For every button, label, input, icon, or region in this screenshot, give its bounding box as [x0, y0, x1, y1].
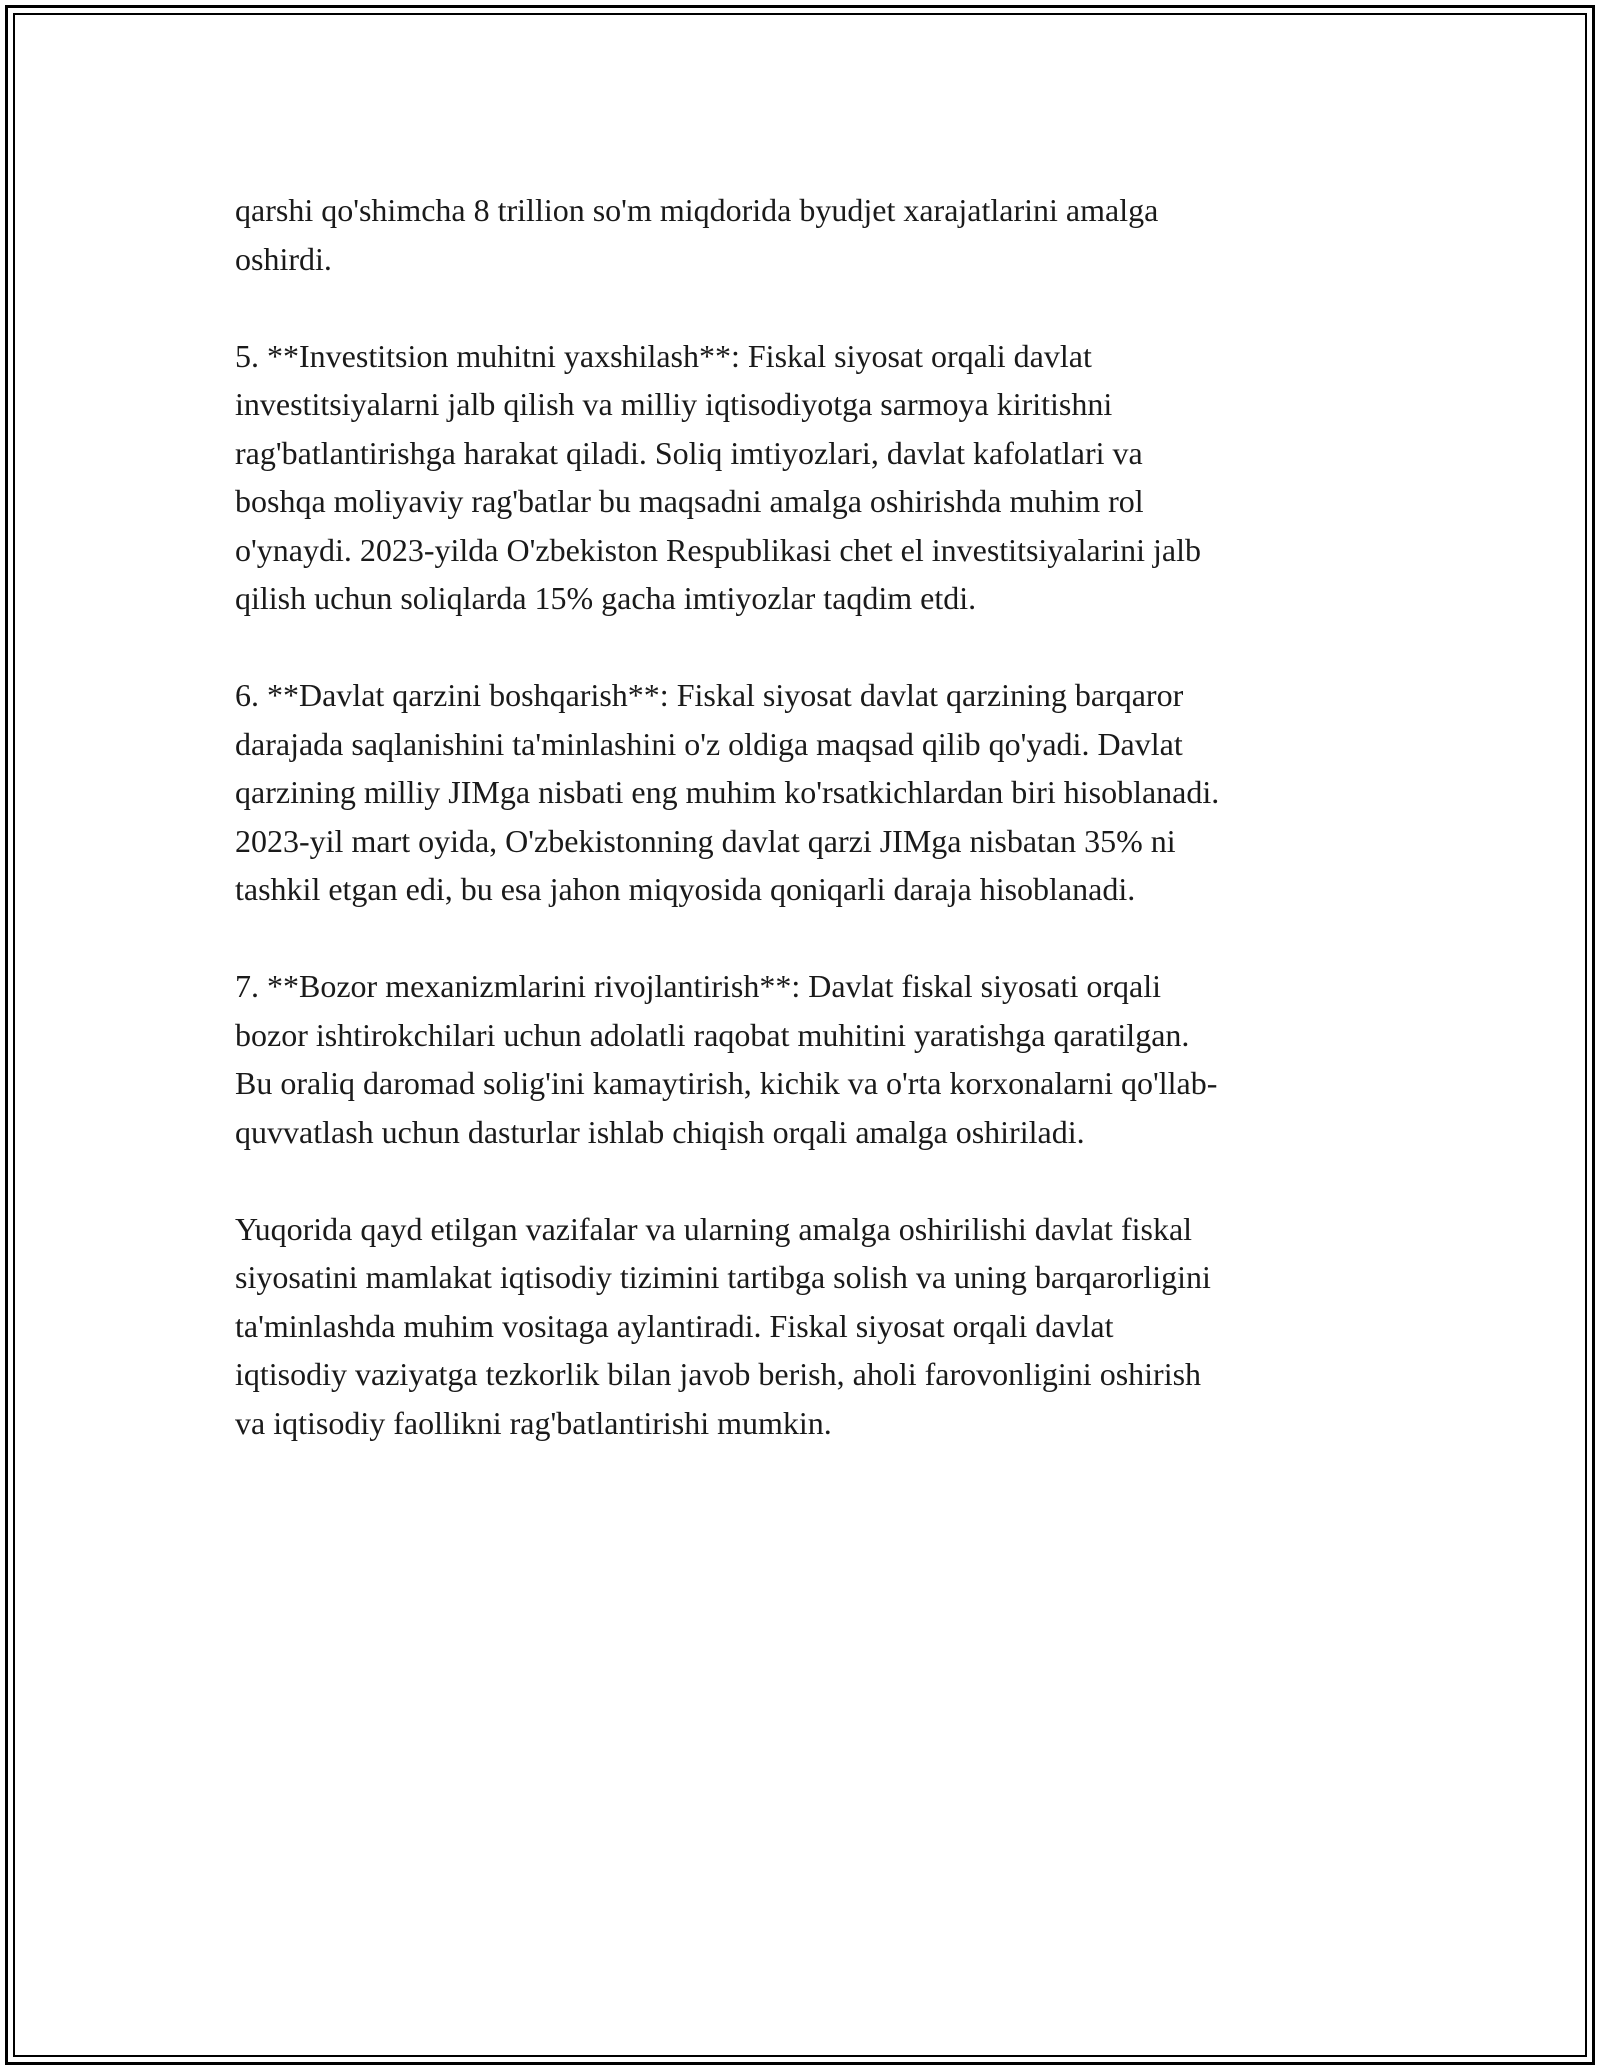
text-line: Bu oraliq daromad solig'ini kamaytirish, kichik va o'rta korxonalarni qo'llab- [235, 1065, 1218, 1101]
text-line: qarshi qo'shimcha 8 trillion so'm miqdorida byudjet xarajatlarini amalga [235, 192, 1159, 228]
document-body [235, 186, 1385, 1496]
text-line: qarzining milliy JIMga nisbati eng muhim ko'rsatkichlardan biri hisoblanadi. [235, 774, 1220, 810]
text-line: qilish uchun soliqlarda 15% gacha imtiyozlar taqdim etdi. [235, 580, 977, 616]
text-line: o'ynaydi. 2023-yilda O'zbekiston Respublikasi chet el investitsiyalarini jalb [235, 531, 1202, 568]
text-line: quvvatlash uchun dasturlar ishlab chiqish orqali amalga oshiriladi. [235, 1113, 1085, 1150]
text-line: Yuqorida qayd etilgan vazifalar va ularning amalga oshirilishi davlat fiskal [235, 1210, 1193, 1247]
text-line: tashkil etgan edi, bu esa jahon miqyosida qoniqarli daraja hisoblanadi. [235, 871, 1136, 907]
text-line: investitsiyalarni jalb qilish va milliy iqtisodiyotga sarmoya kiritishni [235, 386, 1113, 422]
text-line: 7. **Bozor mexanizmlarini rivojlantirish**: Davlat fiskal siyosati orqali [235, 968, 1162, 1004]
text-line: boshqa moliyaviy rag'batlar bu maqsadni amalga oshirishda muhim rol [235, 483, 1144, 519]
paragraph-continuation [235, 186, 1385, 283]
text-line: bozor ishtirokchilari uchun adolatli raqobat muhitini yaratishga qaratilgan. [235, 1016, 1190, 1053]
text-line: 6. **Davlat qarzini boshqarish**: Fiskal siyosat davlat qarzining barqaror [235, 677, 1184, 713]
text-line: ta'minlashda muhim vositaga aylantiradi. Fiskal siyosat orqali davlat [235, 1307, 1114, 1344]
paragraph-item-5 [235, 332, 1385, 623]
paragraph-item-7 [235, 962, 1385, 1156]
text-line: 5. **Investitsion muhitni yaxshilash**: Fiskal siyosat orqali davlat [235, 337, 1092, 374]
paragraph-conclusion [235, 1205, 1385, 1448]
text-line: oshirdi. [235, 240, 332, 277]
text-line: va iqtisodiy faollikni rag'batlantirishi mumkin. [235, 1404, 832, 1441]
paragraph-item-6 [235, 671, 1385, 914]
text-line: siyosatini mamlakat iqtisodiy tizimini tartibga solish va uning barqarorligini [235, 1259, 1211, 1295]
text-line: rag'batlantirishga harakat qiladi. Soliq imtiyozlari, davlat kafolatlari va [235, 434, 1143, 471]
text-line: darajada saqlanishini ta'minlashini o'z oldiga maqsad qilib qo'yadi. Davlat [235, 725, 1183, 762]
text-line: iqtisodiy vaziyatga tezkorlik bilan javob berish, aholi farovonligini oshirish [235, 1356, 1202, 1392]
text-line: 2023-yil mart oyida, O'zbekistonning davlat qarzi JIMga nisbatan 35% ni [235, 822, 1176, 859]
